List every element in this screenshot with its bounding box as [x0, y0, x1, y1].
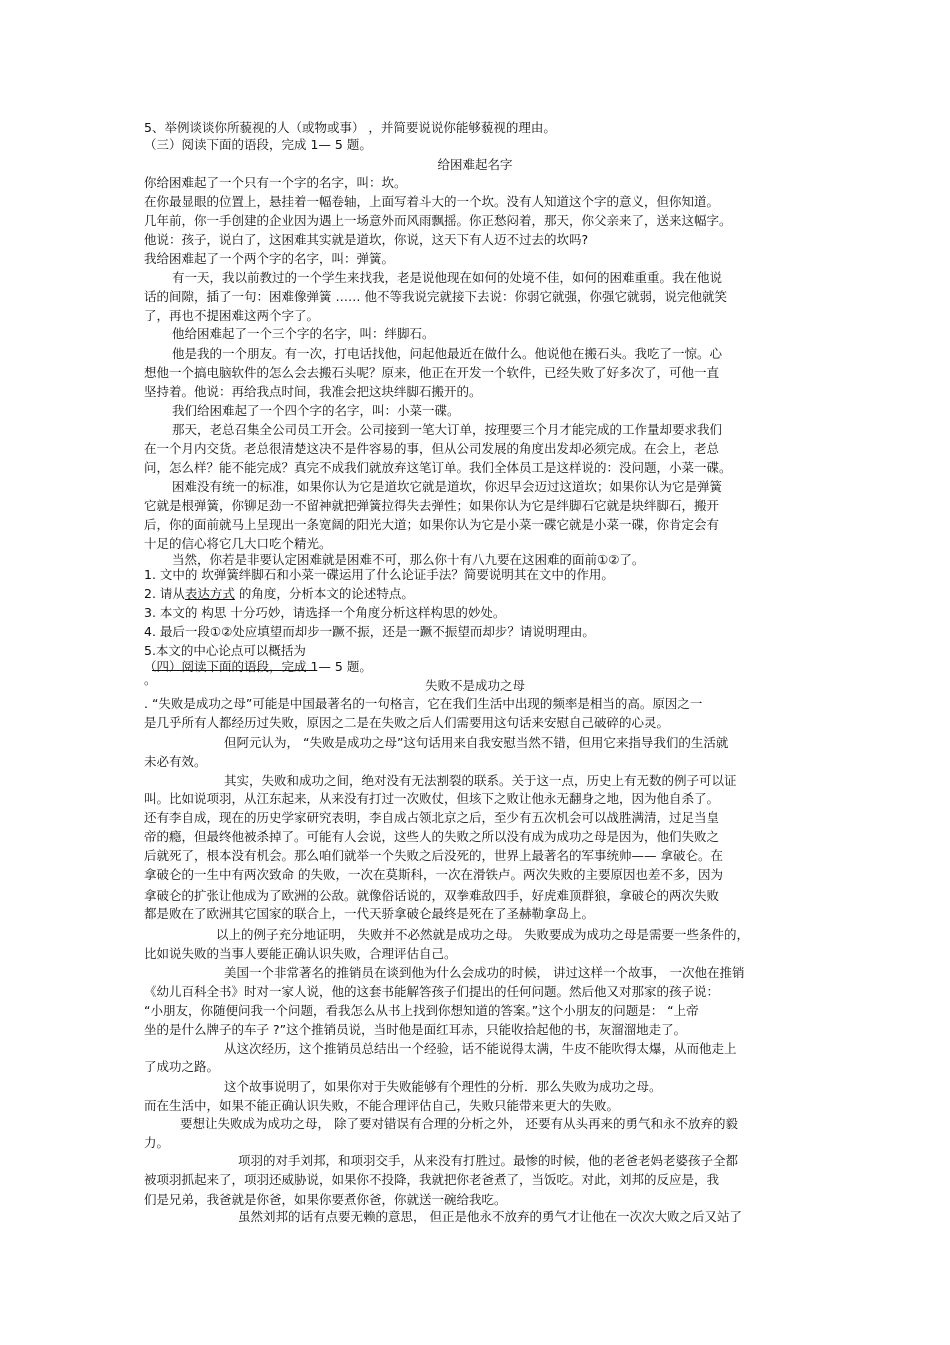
section-4-paragraph-line-text: 都是败在了欧洲其它国家的联合上，一代天骄拿破仑最终是死在了圣赫勒拿岛上。 [144, 906, 595, 921]
s3-question-4: 4. 最后一段①②处应填望而却步一蹶不振，还是一蹶不振望而却步？请说明理由。 [144, 624, 595, 639]
section-4-paragraph-line-text: 叫。比如说项羽，从江东起来，从来没有打过一次败仗，但垓下之败让他永无翻身之地，因为他自杀了。 [144, 791, 720, 806]
section-4-paragraph-line [0, 945, 950, 962]
section-4-paragraph-line [0, 1040, 950, 1057]
section-4-paragraph-line-text: 了成功之路。 [144, 1059, 220, 1074]
section-3-paragraph-line [0, 364, 950, 381]
section-3-paragraph-line [0, 497, 950, 514]
section-3-paragraph-line-text: 在你最显眼的位置上，悬挂着一幅卷轴，上面写着斗大的一个坎。没有人知道这个字的意义，但你知道。 [144, 194, 720, 209]
section-3-paragraph-line [0, 193, 950, 210]
section-3-paragraph-line-text: 有一天，我以前教过的一个学生来找我，老是说他现在如何的处境不佳，如何的困难重重。我在他说 [172, 270, 723, 285]
section-3-paragraph-line [0, 269, 950, 286]
section-4-paragraph-line [0, 1097, 950, 1114]
section-4-paragraph-line-text: 以上的例子充分地证明， 失败并不必然就是成功之母。 失败要成为成功之母是需要一些条件的， [216, 927, 749, 942]
s3-question-3: 3. 本文的 构思 十分巧妙，请选择一个角度分析这样构思的妙处。 [144, 605, 506, 620]
section-3-paragraph-line [0, 325, 950, 342]
section-3-title: 给困难起名字 [437, 157, 513, 172]
section-3-paragraph-line-text: 我给困难起了一个两个字的名字，叫：弹簧。 [144, 251, 395, 266]
section-4-paragraph-line [0, 1171, 950, 1188]
section-4-paragraph-line-text: 后就死了，根本没有机会。那么咱们就举一个失败之后没死的，世界上最著名的军事统帅—— 拿破仑。在 [144, 848, 723, 863]
section-4-paragraph-line [0, 772, 950, 789]
section-3-paragraph-line [0, 231, 950, 248]
section-3-paragraph-line-text: 当然，你若是非要认定困难就是困难不可，那么你十有八九要在这困难的面前①②了。 [172, 552, 645, 567]
section-4-paragraph-line-text: 而在生活中，如果不能正确认识失败，不能合理评估自己，失败只能带来更大的失败。 [144, 1098, 620, 1113]
section-4-paragraph-line [0, 1208, 950, 1225]
section-3-paragraph-line [0, 288, 950, 305]
section-4-title: 失败不是成功之母 [424, 678, 525, 693]
section-4-heading: （四）阅读下面的语段，完成 1— 5 题。 [144, 659, 372, 674]
section-4-paragraph-line-text: 是几乎所有人都经历过失败，原因之二是在失败之后人们需要用这句话来安慰自己破碎的心灵。 [144, 715, 670, 730]
section-3-paragraph-line-text: 在一个月内交货。老总很清楚这决不是件容易的事，但从公司发展的角度出发却必须完成。在会上，老总 [144, 441, 720, 456]
section-4-paragraph-line-text: 虽然刘邦的话有点要无赖的意思， 但正是他永不放弃的勇气才让他在一次次大败之后又站了 [238, 1209, 742, 1224]
section-4-paragraph-line [0, 1021, 950, 1038]
section-4-paragraph-line-text: 从这次经历，这个推销员总结出一个经验，话不能说得太满，牛皮不能吹得太爆，从而他走上 [224, 1041, 737, 1056]
section-3-paragraph-line [0, 212, 950, 229]
section-3-paragraph-line-text: 那天，老总召集全公司员工开会。公司接到一笔大订单，按理要三个月才能完成的工作量却要求我们 [172, 422, 723, 437]
section-3-paragraph-line [0, 402, 950, 419]
section-3-paragraph-line-text: 几年前，你一手创建的企业因为遇上一场意外而风雨飘摇。你正愁闷着，那天，你父亲来了，送来这幅字。 [144, 213, 732, 228]
section-3-paragraph-line [0, 174, 950, 191]
section-3-paragraph-line [0, 459, 950, 476]
section-4-paragraph-line [0, 1191, 950, 1208]
section-4-paragraph-line [0, 695, 950, 712]
section-3-paragraph-line-text: 我们给困难起了一个四个字的名字，叫：小菜一碟。 [172, 403, 460, 418]
section-4-paragraph-line-text: 项羽的对手刘邦，和项羽交手，从来没有打胜过。最惨的时候，他的老爸老妈老婆孩子全都 [238, 1153, 739, 1168]
s3-question-2: 2. 请从表达方式 的角度，分析本文的论述特点。 [144, 586, 414, 601]
section-4-paragraph-line-text: “小朋友，你随便问我一个问题，看我怎么从书上找到你想知道的答案。”这个小朋友的问题是： “上帝 [144, 1003, 699, 1018]
section-4-paragraph-line [0, 753, 950, 770]
section-3-paragraph-line [0, 250, 950, 267]
section-3-paragraph-line [0, 516, 950, 533]
section-3-paragraph-line [0, 307, 950, 324]
section-4-paragraph-line-text: 帝的瘾，但最终他被杀掉了。可能有人会说，这些人的失败之所以没有成为成功之母是因为，他们失败之 [144, 829, 720, 844]
section-3-paragraph-line-text: 想他一个搞电脑软件的怎么会去搬石头呢？原来，他正在开发一个软件，已经失败了好多次了，可他一直 [144, 365, 720, 380]
section-4-paragraph-line [0, 1134, 950, 1151]
section-4-paragraph-line-text: 《幼儿百科全书》时对一家人说，他的这套书能解答孩子们提出的任何问题。然后他又对那家的孩子说： [144, 984, 720, 999]
section-4-paragraph-line-text: 但阿元认为， “失败是成功之母”这句话用来自我安慰当然不错，但用它来指导我们的生活就 [224, 735, 729, 750]
section-3-paragraph-line-text: 十足的信心将它几大口吃个精光。 [144, 536, 332, 551]
section-3-paragraph-line [0, 440, 950, 457]
section-3-paragraph-line-text: 问，怎么样？能不能完成？真完不成我们就放弃这笔订单。我们全体员工是这样说的：没问题，小菜一碟。 [144, 460, 732, 475]
section-4-paragraph-line-text: 要想让失败成为成功之母， 除了要对错误有合理的分析之外， 还要有从头再来的勇气和永不放弃的毅 [180, 1116, 738, 1131]
section-4-paragraph-line [0, 1115, 950, 1132]
section-4-paragraph-line [0, 1078, 950, 1095]
section-4-paragraph-line-text: 拿破仑的扩张让他成为了欧洲的公敌。就像俗话说的，双拳难敌四手，好虎难顶群狼，拿破仑的两次失败 [144, 888, 720, 903]
section-4-paragraph-line [0, 809, 950, 826]
section-3-paragraph-line [0, 478, 950, 495]
section-4-paragraph-line-text: . “失败是成功之母”可能是中国最著名的一句格言，它在我们生活中出现的频率是相当的高。原因之一 [144, 696, 703, 711]
section-4-paragraph-line [0, 887, 950, 904]
section-4-paragraph-line [0, 1002, 950, 1019]
question-5-prev: 5、举例谈谈你所藐视的人（或物或事） ，并简要说说你能够藐视的理由。 [144, 120, 556, 135]
s3-question-1: 1. 文中的 坎弹簧绊脚石和小菜一碟运用了什么论证手法？简要说明其在文中的作用。 [144, 567, 614, 582]
section-4-paragraph-line [0, 847, 950, 864]
section-4-paragraph-line [0, 905, 950, 922]
s3-question-5: 5.本文的中心论点可以概括为 。 [0, 642, 950, 688]
section-4-paragraph-line-text: 拿破仑的一生中有两次致命 的失败，一次在莫斯科，一次在滑铁卢。两次失败的主要原因也差不多，因为 [144, 867, 723, 882]
section-4-paragraph-line [0, 828, 950, 845]
section-4-paragraph-line-text: 坐的是什么牌子的车子 ?”这个推销员说，当时他是面红耳赤，只能收拾起他的书，灰溜溜地走了。 [144, 1022, 687, 1037]
section-4-paragraph-line [0, 714, 950, 731]
section-4-paragraph-line-text: 还有李自成，现在的历史学家研究表明，李自成占领北京之后，至少有五次机会可以战胜满清，过足当皇 [144, 810, 720, 825]
section-4-paragraph-line [0, 790, 950, 807]
section-4-paragraph-line [0, 926, 950, 943]
section-4-paragraph-line [0, 1152, 950, 1169]
section-4-paragraph-line-text: 比如说失败的当事人要能正确认识失败，合理评估自己。 [144, 946, 457, 961]
section-4-paragraph-line-text: 们是兄弟，我爸就是你爸，如果你要煮你爸，你就送一碗给我吃。 [144, 1192, 507, 1207]
section-4-paragraph-line [0, 983, 950, 1000]
section-3-paragraph-line [0, 345, 950, 362]
section-3-paragraph-line [0, 383, 950, 400]
section-4-paragraph-line-text: 力。 [144, 1135, 170, 1150]
section-4-paragraph-line-text: 这个故事说明了，如果你对于失败能够有个理性的分析．那么失败为成功之母。 [224, 1079, 662, 1094]
section-3-paragraph-line [0, 535, 950, 552]
section-3-heading: （三）阅读下面的语段，完成 1— 5 题。 [144, 137, 372, 152]
section-3-paragraph-line-text: 困难没有统一的标准，如果你认为它是道坎它就是道坎，你迟早会迈过这道坎；如果你认为它是弹簧 [172, 479, 723, 494]
section-4-paragraph-line [0, 866, 950, 883]
section-3-paragraph-line-text: 他是我的一个朋友。有一次，打电话找他，问起他最近在做什么。他说他在搬石头。我吃了一惊。心 [172, 346, 723, 361]
section-4-paragraph-line [0, 964, 950, 981]
section-3-paragraph-line-text: 它就是根弹簧，你铆足劲一不留神就把弹簧拉得失去弹性；如果你认为它是绊脚石它就是块绊脚石，搬开 [144, 498, 720, 513]
section-4-paragraph-line-text: 未必有效。 [144, 754, 207, 769]
section-4-paragraph-line-text: 美国一个非常著名的推销员在谈到他为什么会成功的时候， 讲过这样一个故事， 一次他在推销 [224, 965, 745, 980]
section-4-paragraph-line-text: 其实，失败和成功之间，绝对没有无法割裂的联系。关于这一点，历史上有无数的例子可以证 [224, 773, 737, 788]
section-3-paragraph-line-text: 他给困难起了一个三个字的名字，叫：绊脚石。 [172, 326, 435, 341]
section-3-paragraph-line [0, 421, 950, 438]
section-3-paragraph-line-text: 话的间隙，插了一句：困难像弹簧 …… 他不等我说完就接下去说：你弱它就强，你强它就弱，说完他就笑 [144, 289, 727, 304]
section-4-paragraph-line [0, 734, 950, 751]
section-3-paragraph-line-text: 了，再也不提困难这两个字了。 [144, 308, 320, 323]
section-3-paragraph-line-text: 坚持着。他说：再给我点时间，我准会把这块绊脚石搬开的。 [144, 384, 482, 399]
section-3-paragraph-line-text: 你给困难起了一个只有一个字的名字，叫：坎。 [144, 175, 407, 190]
section-4-paragraph-line [0, 1058, 950, 1075]
section-3-paragraph-line-text: 后，你的面前就马上呈现出一条宽阔的阳光大道；如果你认为它是小菜一碟它就是小菜一碟，你肯定会有 [144, 517, 720, 532]
section-3-paragraph-line-text: 他说：孩子，说白了，这困难其实就是道坎，你说，这天下有人迈不过去的坎吗? [144, 232, 589, 247]
section-4-paragraph-line-text: 被项羽抓起来了，项羽还威胁说，如果你不投降，我就把你老爸煮了，当饭吃。对此，刘邦的反应是，我 [144, 1172, 720, 1187]
